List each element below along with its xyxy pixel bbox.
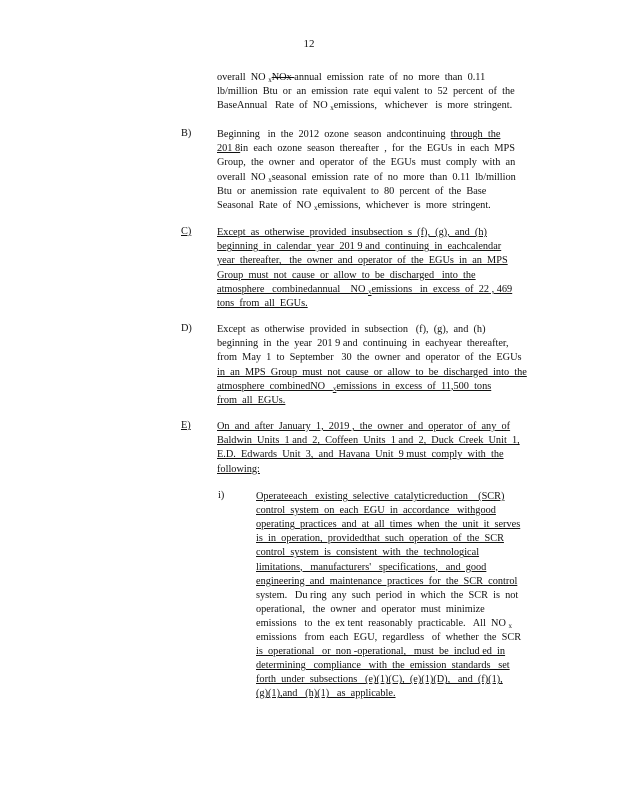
text-run: Operateeach existing selective catalyticreduction (SCR) <box>256 491 505 502</box>
text-run: engineering and maintenance practices for the SCR control <box>256 575 518 587</box>
text-run: overall NO <box>217 72 269 83</box>
text-run: On and after January 1, 2019 , the owner and operator of any of <box>217 421 511 432</box>
text-run: Baldwin Units 1 and 2, Coffeen Units 1 and 2, Duck Creek Unit 1, <box>217 435 520 447</box>
text-run: seasonal emission rate of no more than 0.11 lb/million <box>271 171 516 183</box>
text-run: in each ozone season thereafter , for the EGUs in each MPS <box>240 143 515 155</box>
section-line <box>217 142 527 155</box>
subscript-x: x <box>268 76 272 84</box>
subsection-line <box>256 687 538 700</box>
subsection-label-i: i) <box>218 490 225 501</box>
section-line <box>217 420 527 433</box>
text-run: atmosphere combinedNO <box>217 380 333 392</box>
text-run: following: <box>217 463 260 475</box>
page-number: 12 <box>303 38 315 50</box>
text-run: (g)(1),and (h)(1) as applicable. <box>256 688 396 700</box>
section-line <box>217 448 527 461</box>
text-run: tons from all EGUs. <box>217 298 308 309</box>
subsection-line <box>256 575 538 588</box>
intro-line <box>217 99 527 112</box>
subsection-line <box>256 532 538 545</box>
section-line <box>217 283 527 296</box>
text-run: Group, the owner and operator of the EGUs must comply with an <box>217 157 516 169</box>
text-run: emissions to the ex tent reasonably practicable. All NO <box>256 617 509 629</box>
section-line <box>217 394 527 407</box>
section-line <box>217 323 527 336</box>
section-label-c: C) <box>181 226 192 237</box>
section-line <box>217 185 527 198</box>
section-label-d: D) <box>181 323 192 334</box>
intro-line <box>217 85 527 98</box>
text-run: lb/million Btu or an emission rate equi valent to 52 percent of the <box>217 86 515 97</box>
text-run: system. Du ring any such period in which the SCR is not <box>256 589 519 601</box>
text-run: control system is consistent with the technological <box>256 547 480 559</box>
text-run: is in operation, providedthat such operation of the SCR <box>256 533 504 545</box>
text-run: through the <box>450 129 501 140</box>
text-run: is operational or non -operational, must be includ ed in <box>256 646 506 658</box>
text-run: BaseAnnual Rate of NO <box>217 100 331 111</box>
section-line <box>217 463 527 476</box>
text-run: beginning in calendar year 201 9 and continuing in eachcalendar <box>217 241 502 253</box>
subscript-x: x <box>330 104 334 112</box>
subscript-x: x <box>268 175 272 184</box>
text-run: Seasonal Rate of NO <box>217 200 314 211</box>
subsection-line <box>256 546 538 559</box>
text-run: Group must not cause or allow to be discharged into the <box>217 269 476 281</box>
text-run: Btu or anemission rate equivalent to 80 percent of the Base <box>217 185 487 197</box>
text-run: from May 1 to September 30 the owner and operator of the EGUs <box>217 352 522 364</box>
text-run: NOx <box>271 72 295 83</box>
subscript-x: x <box>332 384 337 393</box>
subscript-x: x <box>313 204 318 212</box>
subsection-line <box>256 504 538 517</box>
text-run: limitations, manufacturers' specifications, and good <box>256 561 487 573</box>
section-line <box>217 366 527 379</box>
text-run: emissions from each EGU, regardless of whether the SCR <box>256 632 522 643</box>
text-run: control system on each EGU in accordance withgood <box>256 505 496 517</box>
subsection-line <box>256 518 538 531</box>
section-line <box>217 240 527 253</box>
text-run: emissions, whichever is more stringent. <box>317 200 491 211</box>
text-run: atmosphere combinedannual NO <box>217 283 368 295</box>
subsection-line <box>256 659 538 672</box>
section-line <box>217 199 527 212</box>
section-label-e: E) <box>181 420 191 431</box>
section-line <box>217 226 527 239</box>
subsection-line <box>256 645 538 658</box>
text-run: operating practices and at all times when the unit it serves <box>256 519 521 531</box>
text-run: 201 8 <box>217 143 241 155</box>
text-run: emissions in excess of 22 , 469 <box>371 283 513 295</box>
subsection-line <box>256 490 538 503</box>
text-run: operational, the owner and operator must minimize <box>256 603 485 615</box>
text-run: Except as otherwise provided in subsection (f), (g), and (h) <box>217 324 486 335</box>
section-line <box>217 269 527 282</box>
subscript-x: x <box>367 287 372 296</box>
section-line <box>217 128 527 141</box>
section-line <box>217 156 527 169</box>
text-run: determining compliance with the emission standards set <box>256 660 510 672</box>
subsection-line <box>256 617 538 630</box>
text-run: year thereafter, the owner and operator of the EGUs in an MPS <box>217 255 508 267</box>
section-line <box>217 351 527 364</box>
text-run: emissions in excess of 11,500 tons <box>336 380 492 392</box>
section-line <box>217 337 527 350</box>
text-run: in an MPS Group must not cause or allow to be discharged into the <box>217 366 527 378</box>
text-run: forth under subsections (e)(1)(C), (e)(1)(D), and (f)(1), <box>256 674 503 686</box>
section-line <box>217 380 527 393</box>
subscript-x: x <box>508 621 512 630</box>
text-run: beginning in the year 201 9 and continuing in eachyear thereafter, <box>217 338 509 350</box>
subsection-line <box>256 589 538 602</box>
section-line <box>217 254 527 267</box>
text-run: overall NO <box>217 171 269 183</box>
text-run: Except as otherwise provided insubsection s (f), (g), and (h) <box>217 227 487 238</box>
text-run: Beginning in the 2012 ozone season andcontinuing <box>217 129 451 140</box>
section-line <box>217 171 527 184</box>
subsection-line <box>256 631 538 644</box>
text-run: annual emission rate of no more than 0.11 <box>294 72 486 83</box>
intro-line <box>217 71 527 84</box>
section-line <box>217 297 527 310</box>
subsection-line <box>256 603 538 616</box>
section-line <box>217 434 527 447</box>
section-label-b: B) <box>181 128 192 139</box>
text-run: E.D. Edwards Unit 3, and Havana Unit 9 must comply with the <box>217 449 504 461</box>
text-run: emissions, whichever is more stringent. <box>333 100 513 111</box>
subsection-line <box>256 673 538 686</box>
subsection-line <box>256 561 538 574</box>
text-run: from all EGUs. <box>217 395 286 406</box>
